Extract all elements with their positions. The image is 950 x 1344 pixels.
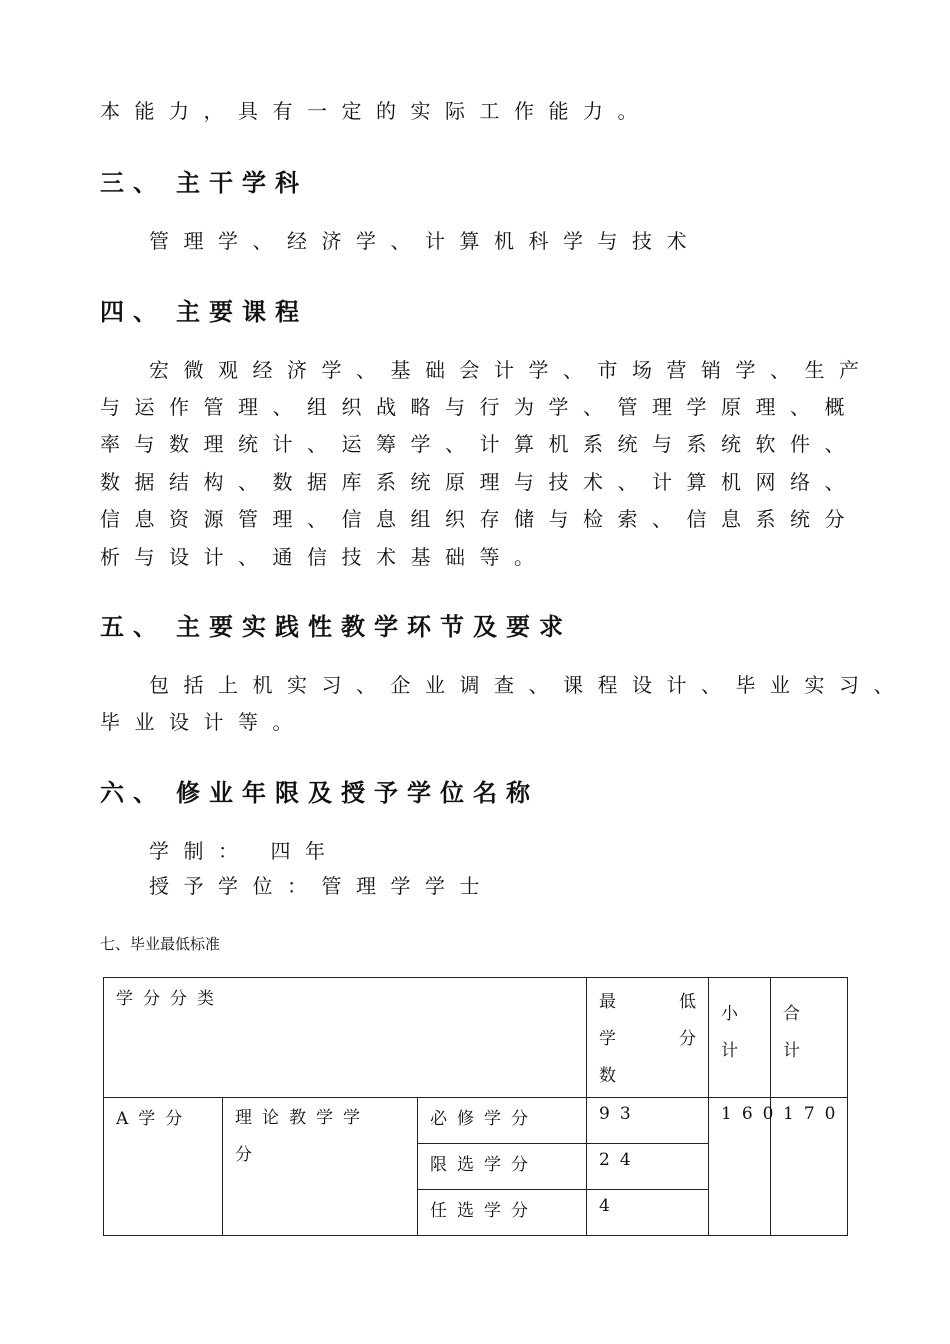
group-cell: A学分	[104, 1098, 223, 1236]
header-subtotal: 小 计	[709, 978, 771, 1098]
section-5-heading	[100, 612, 572, 642]
courses-line: 宏微观经济学、基础会计学、市场营销学、生产	[149, 358, 874, 382]
credit-value-cell: 4	[587, 1190, 709, 1236]
duration-line	[149, 838, 919, 864]
main-disciplines-text: 管理学、经济学、计算机科学与技术	[149, 229, 701, 253]
degree-line	[149, 873, 919, 899]
header-credit-category: 学分分类	[104, 978, 587, 1098]
credit-type-cell: 限选学分	[418, 1144, 587, 1190]
section-6-heading	[100, 778, 539, 808]
section-3-title: 主干学科	[176, 169, 308, 197]
table-row	[104, 1098, 848, 1144]
section-5-title: 主要实践性教学环节及要求	[176, 613, 572, 641]
section-6-number: 六、	[100, 779, 166, 807]
duration-label: 学制：	[149, 839, 253, 863]
duration-value: 四年	[270, 839, 340, 863]
section-7-title: 七、毕业最低标准	[100, 935, 221, 953]
total-cell: 170	[771, 1098, 848, 1236]
credit-value-cell: 93	[587, 1098, 709, 1144]
subtotal-cell: 160	[709, 1098, 771, 1236]
credit-value-cell: 24	[587, 1144, 709, 1190]
table-header-row	[104, 978, 848, 1098]
section-6-title: 修业年限及授予学位名称	[176, 779, 539, 807]
courses-line: 与运作管理、组织战略与行为学、管理学原理、概	[100, 395, 859, 419]
practice-line: 毕业设计等。	[100, 710, 307, 734]
credit-type-cell: 任选学分	[418, 1190, 587, 1236]
section-5-number: 五、	[100, 613, 166, 641]
practice-line: 包括上机实习、企业调查、课程设计、毕业实习、	[149, 673, 908, 697]
intro-text-line: 本能力，具有一定的实际工作能力。	[100, 99, 652, 123]
section-3-number: 三、	[100, 169, 166, 197]
section-4-title: 主要课程	[176, 298, 308, 326]
section-3-heading	[100, 168, 308, 198]
degree-label: 授予学位：	[149, 874, 322, 898]
courses-line: 率与数理统计、运筹学、计算机系统与系统软件、	[100, 432, 859, 456]
header-min-credits: 最 低 学 分 数	[587, 978, 709, 1098]
degree-value: 管理学学士	[321, 874, 494, 898]
courses-line: 信息资源管理、信息组织存储与检索、信息系统分	[100, 507, 859, 531]
courses-line: 析与设计、通信技术基础等。	[100, 545, 549, 569]
header-total: 合 计	[771, 978, 848, 1098]
credit-type-cell: 必修学分	[418, 1098, 587, 1144]
credit-table	[103, 977, 848, 1236]
section-4-heading	[100, 297, 308, 327]
subgroup-cell: 理论教学学 分	[223, 1098, 418, 1236]
courses-line: 数据结构、数据库系统原理与技术、计算机网络、	[100, 470, 859, 494]
section-4-number: 四、	[100, 298, 166, 326]
